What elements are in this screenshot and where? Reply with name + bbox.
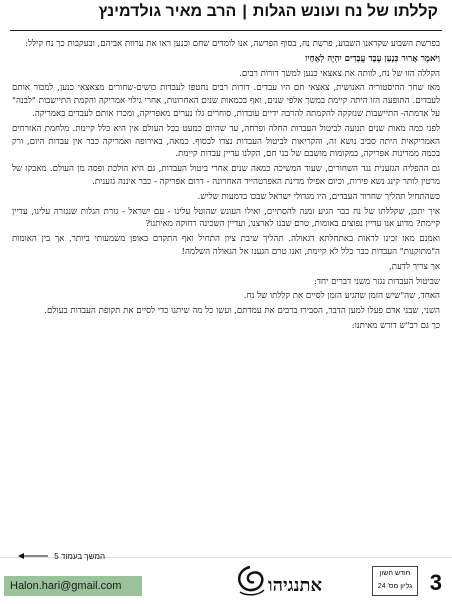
- issue-box: [372, 566, 418, 596]
- article-body: [12, 38, 440, 335]
- paragraph: כשהתחיל תהליך שחרור העבדים, היו מגדולי ישראל שבכו בדמעות שליש.: [197, 191, 440, 202]
- page-number: 3: [429, 570, 442, 595]
- footer: [0, 552, 452, 604]
- page-title: [98, 3, 438, 21]
- paragraph: לפני כמה מאות שנים תנועה לביטול העבדות החלה ופרחה, עד שהיום כמעט בכל העולם אין היא כלל קיימת. מלחמת האזרחים האמריקאית היתה סביב נושא זה, והקריאות לביטול העבדות נצדו לבסוף. כמאה, באירופה ואמריקה כבר אין עבדות היום, ורק בכמה ממדינות אפריקה, במקומות מושבם של בני חם, הקלנו עדיין עבדות קיימת.: [12, 123, 440, 160]
- title-separator: |: [242, 3, 247, 20]
- paragraph: גם ההפליה הגזענית נגד השחורים, שעוד המשיכה כמאה שנים אחרי ביטול העבדות, גם היא הולכת ופסה מן העולם. מאבקו של מרטין לותר קינג נשא פירות, וכיום אפילו מדינת האפרטהייד האחרונה - דרום אפריקה - כבר איננה גזענית.: [12, 164, 440, 187]
- paragraph: איך יתכן, שקללתו של נח כבר הגיע זמנה להסתיים, ואילו העונש שהוטל עלינו - עם ישראל - גזרת הגלות שנגזרה עלינו, עדיין קיימת? מדוע אנו עדיין נפוצים באומות, טרם שבנו לארצנו, ועדיין השכינה רחוקה מאיתנו?: [12, 206, 440, 230]
- issue-month: חודש חשון: [379, 570, 411, 577]
- issue-number: גליון מס' 24: [377, 583, 413, 590]
- email-link[interactable]: Halon.hari@gmail.com: [4, 576, 142, 596]
- arrow-left-icon: [18, 552, 48, 561]
- continue-note: [18, 552, 105, 561]
- author-name: הרב מאיר גולדמינץ: [98, 3, 237, 20]
- paragraph: מאז שחר ההיסטוריה האנושית, צאצאי חם היו עבדים. דורות רבים נחטפו לעבדות כושים-שחורים מצאצאי כנען, למכור אותם לעבדים. התופעה הזו היתה קיימת במשך אלפי שנים, ואף בכמאות שנים האחרונות, אחרי גילוי אמריקה והקמת התיישבות "לבנה" על אדמתה- התיישבות שנזקקה להקמתה להרבה ידיים עובדות, סוחרים גלו נערים מאפריקה, ומכרו אותם לעבדים באמריקה.: [12, 83, 440, 119]
- calligraphy-logo-icon: [230, 564, 270, 598]
- paragraph: אך צריך לדעת,: [388, 261, 440, 272]
- header-divider: [10, 30, 442, 31]
- verse-paragraph: וַיֹּאמֶר אָרוּר כְּנָעַן עֶבֶד עֲבָדִים יִהְיֶה לְאֶחָיו: [305, 53, 440, 64]
- paragraph: כך גם רב"ש דורש מאיתנו:: [351, 320, 440, 331]
- paragraph: הקללה הזו של נח, לוותה את צאצאי כנען למשך דורות רבים.: [239, 68, 440, 79]
- paragraph: השני, שבני אדם פעלו למען הדבר, הסבירו ברבים את עמדתם, ועשו כל מה שיתנו כדי לסיים את תקופת העבדות בעולם.: [44, 306, 440, 317]
- paragraph: בפרשת השבוע שקראנו השבוע, פרשת נח, בסוף הפרשה, אנו לומדים שחם וכנען ראו את ערוות אביהם, ובעקבות כך נח קילל:: [25, 39, 440, 49]
- paragraph: שביטול העבדות נגזר משני דברים יחד:: [313, 276, 440, 287]
- paragraph: האחד, שה"שיש הזמן שהגיע הזמן לסיים את קללתו של נח.: [243, 291, 440, 302]
- publication-brand: אתנגיהו: [268, 575, 323, 596]
- continue-text: המשך בעמוד 5: [54, 552, 106, 561]
- article-title: קללתו של נח ועונש הגלות: [252, 3, 438, 20]
- paragraph: ואמנם מאז זכינו לראות באתחלתא דגאולה. תהליך שיבת ציון התחיל ואף התקדם באופן משמעותי ביותר, אך בין האומות ה"מתוקנות" העבדות כבר כלל לא קיימת, ואנו טרם הגענו אל הגאולה השלמה!: [12, 234, 440, 257]
- header: [0, 0, 452, 34]
